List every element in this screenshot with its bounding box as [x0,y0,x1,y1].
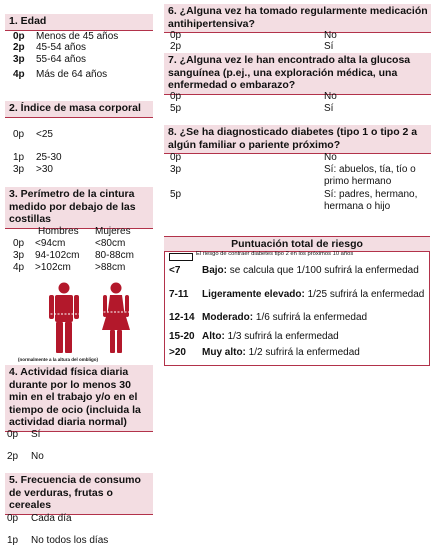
q5-text: Cada día [31,513,72,524]
q6-text: Sí [324,41,334,52]
q3-points: 3p [13,250,25,261]
q1-points: 4p [13,69,25,80]
q3-men: <94cm [35,238,66,249]
male-waist-figure [44,282,84,354]
q1-points: 2p [13,42,25,53]
risk-description [202,312,427,324]
risk-description [202,265,427,277]
q8-text: No [324,152,337,163]
risk-range: 12-14 [169,312,195,323]
q1-text: 55-64 años [36,54,87,65]
q8-points: 0p [170,152,182,163]
risk-level: Muy alto: [202,347,246,358]
q8-text: Sí: abuelos, tía, tío o primo hermano [324,164,416,187]
q3-women: <80cm [95,238,126,249]
q3-points: 0p [13,238,25,249]
q3-men: >102cm [35,262,71,273]
q4-text: No [31,451,44,462]
risk-description [202,331,427,343]
risk-text: se calcula que 1/100 sufrirá la enfermedad [229,265,419,276]
q6-points: 2p [170,41,182,52]
q3-women: >88cm [95,262,126,273]
q5-points: 0p [7,513,19,524]
q5-text: No todos los días [31,535,109,546]
q2-text: >30 [36,164,53,175]
q8-points: 5p [170,189,182,200]
risk-range: 7-11 [169,289,189,300]
q7-title: 7. ¿Alguna vez le han encontrado alta la glucosa sanguínea (p.ej., una exploración médica, una enfermedad o embarazo? [164,53,431,95]
risk-level: Ligeramente elevado: [202,289,305,300]
risk-level: Moderado: [202,312,254,323]
q4-points: 0p [7,429,19,440]
q5-points: 1p [7,535,19,546]
score-entry-box [169,253,193,261]
q2-points: 1p [13,152,25,163]
q2-points: 0p [13,129,25,140]
q1-text: Más de 64 años [36,69,108,80]
q8-title: 8. ¿Se ha diagnosticado diabetes (tipo 1 o tipo 2 a algún familiar o pariente próximo? [164,125,431,154]
female-waist-figure [96,282,136,354]
risk-text: 1/3 sufrirá la enfermedad [227,331,339,342]
q3-col-men: Hombres [38,226,79,237]
q3-col-women: Mujeres [95,226,131,237]
q3-title: 3. Perímetro de la cintura medido por debajo de las costillas [5,187,153,229]
q7-text: No [324,91,337,102]
q4-title: 4. Actividad física diaria durante por lo menos 30 min en el trabajo y/o en el tiempo de ocio (incluida la actividad diaria normal) [5,365,153,432]
risk-score-title: Puntuación total de riesgo [164,236,430,252]
q3-women: 80-88cm [95,250,134,261]
q4-text: Sí [31,429,41,440]
q2-title: 2. Índice de masa corporal [5,101,153,118]
q8-text: Sí: padres, hermano, hermana o hijo [324,189,418,212]
risk-text: 1/25 sufrirá la enfermedad [307,289,425,300]
risk-description [202,289,427,301]
q3-men: 94-102cm [35,250,80,261]
q7-text: Sí [324,103,334,114]
q1-title: 1. Edad [5,14,153,31]
q6-points: 0p [170,30,182,41]
q2-points: 3p [13,164,25,175]
risk-text: 1/2 sufrirá la enfermedad [248,347,360,358]
risk-range: 15-20 [169,331,195,342]
q1-text: Menos de 45 años [36,31,119,42]
q1-text: 45-54 años [36,42,87,53]
q1-points: 0p [13,31,25,42]
q6-title: 6. ¿Alguna vez ha tomado regularmente medicación antihipertensiva? [164,4,431,33]
q3-figure-caption: (normalmente a la altura del ombligo) [18,357,99,362]
q2-text: 25-30 [36,152,62,163]
risk-level: Alto: [202,331,225,342]
q3-points: 4p [13,262,25,273]
risk-description [202,347,427,359]
risk-level: Bajo: [202,265,227,276]
q4-points: 2p [7,451,19,462]
risk-range: >20 [169,347,186,358]
q1-points: 3p [13,54,25,65]
q5-title: 5. Frecuencia de consumo de verduras, frutas o cereales [5,473,153,515]
risk-score-subtitle: El riesgo de contraer diabetes tipo 2 en los próximos 10 años [196,251,354,257]
q2-text: <25 [36,129,53,140]
risk-range: <7 [169,265,181,276]
q7-points: 0p [170,91,182,102]
q8-points: 3p [170,164,182,175]
q7-points: 5p [170,103,182,114]
q6-text: No [324,30,337,41]
risk-text: 1/6 sufrirá la enfermedad [255,312,368,323]
